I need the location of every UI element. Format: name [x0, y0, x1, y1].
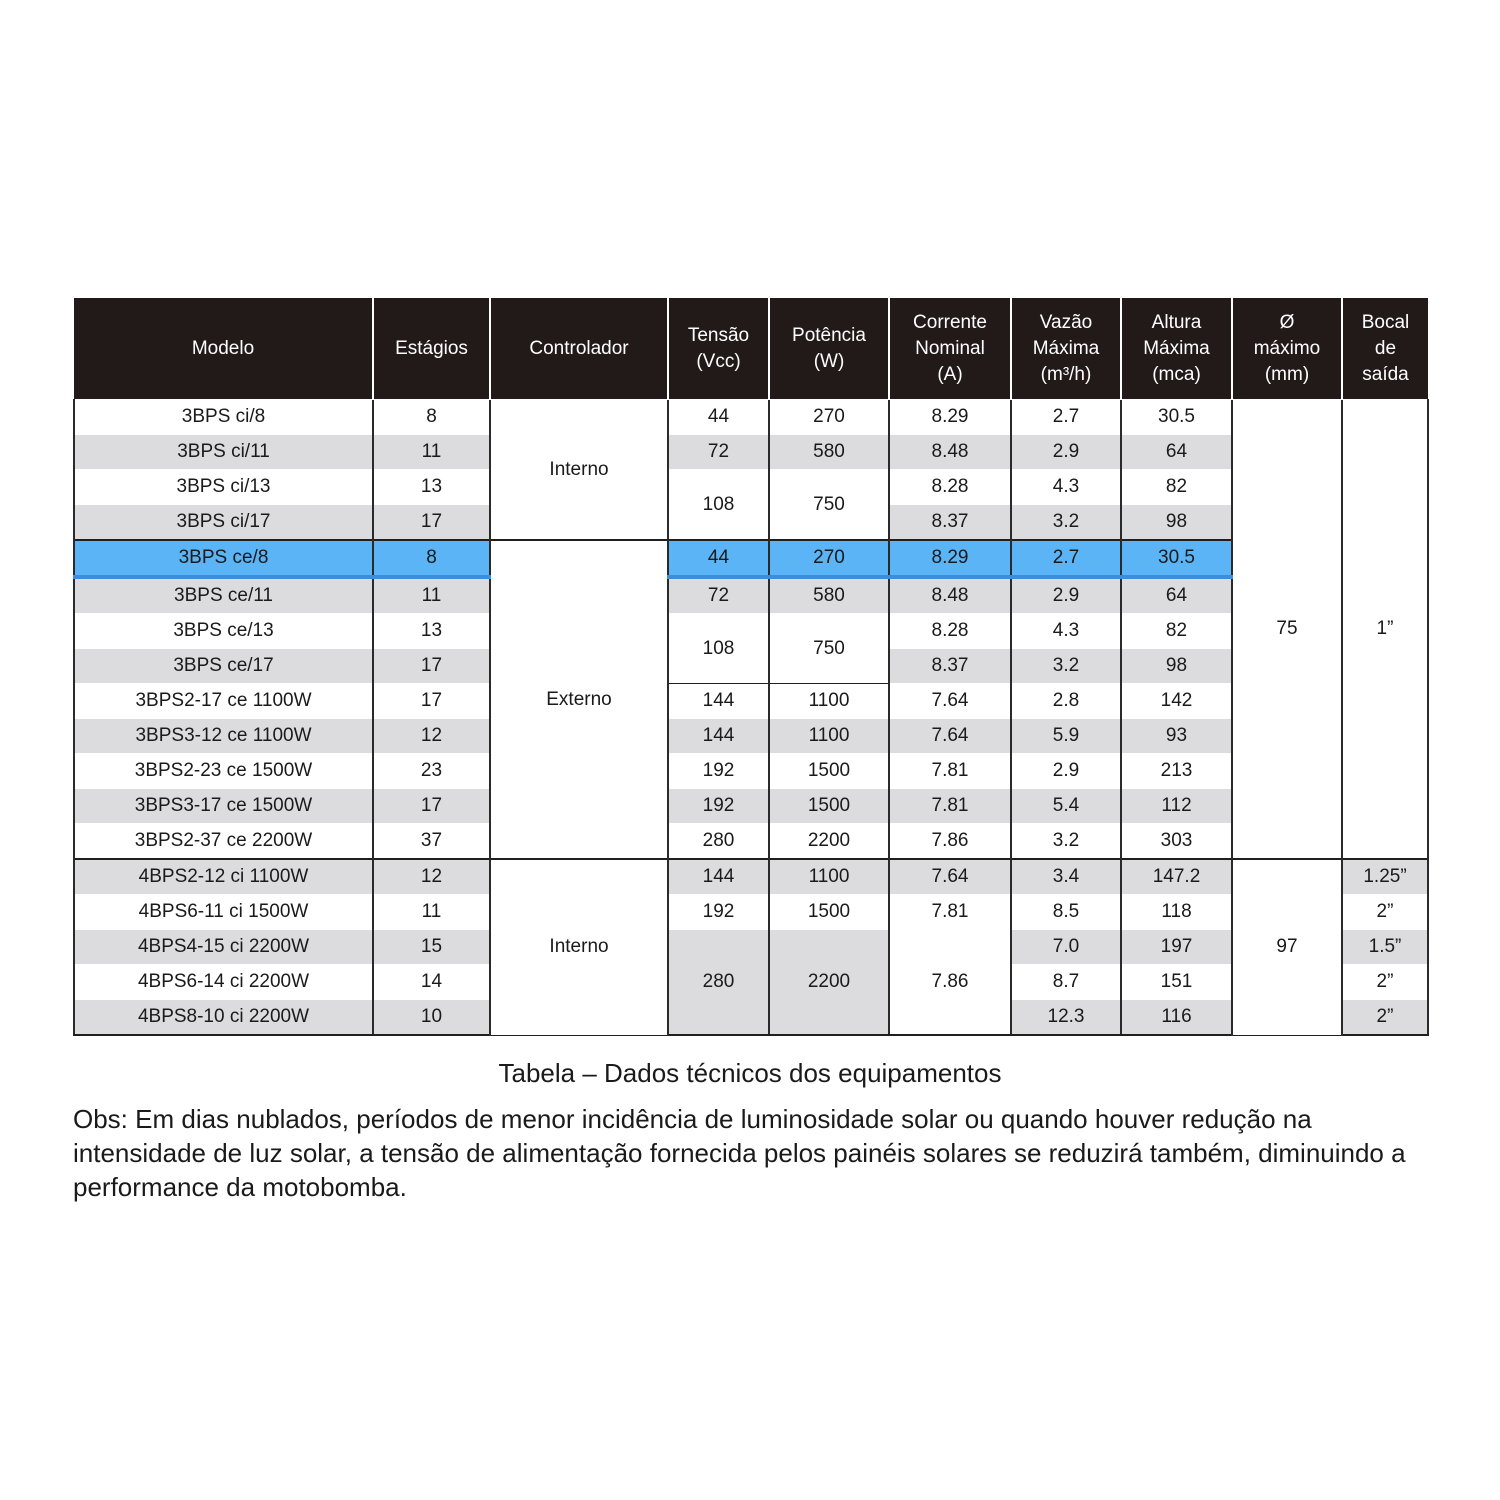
- cell-vazao: 2.9: [1011, 577, 1121, 614]
- cell-vazao: 12.3: [1011, 1000, 1121, 1036]
- cell-corrente: 8.28: [889, 470, 1011, 505]
- cell-vazao: 5.4: [1011, 789, 1121, 824]
- cell-tensao: 108: [668, 470, 769, 541]
- cell-corrente: 7.64: [889, 684, 1011, 719]
- cell-corrente: 8.48: [889, 435, 1011, 470]
- cell-tensao: 72: [668, 577, 769, 614]
- cell-modelo: 3BPS2-37 ce 2200W: [74, 824, 373, 860]
- cell-estagios: 14: [373, 965, 490, 1000]
- cell-modelo: 3BPS2-23 ce 1500W: [74, 754, 373, 789]
- cell-estagios: 12: [373, 859, 490, 895]
- cell-vazao: 2.7: [1011, 540, 1121, 577]
- cell-tensao: 280: [668, 930, 769, 1036]
- cell-estagios: 11: [373, 895, 490, 930]
- cell-controlador: Externo: [490, 540, 668, 859]
- cell-tensao: 44: [668, 400, 769, 435]
- cell-estagios: 13: [373, 470, 490, 505]
- header-altura: Altura Máxima (mca): [1121, 298, 1232, 400]
- cell-potencia: 1500: [769, 754, 889, 789]
- cell-potencia: 2200: [769, 824, 889, 860]
- cell-vazao: 2.7: [1011, 400, 1121, 435]
- cell-altura: 213: [1121, 754, 1232, 789]
- cell-tensao: 108: [668, 614, 769, 684]
- cell-vazao: 8.7: [1011, 965, 1121, 1000]
- cell-vazao: 4.3: [1011, 614, 1121, 649]
- cell-vazao: 3.4: [1011, 859, 1121, 895]
- cell-potencia: 580: [769, 435, 889, 470]
- cell-estagios: 8: [373, 400, 490, 435]
- cell-potencia: 2200: [769, 930, 889, 1036]
- table-row: [74, 754, 1428, 789]
- cell-estagios: 10: [373, 1000, 490, 1036]
- table-row: [74, 789, 1428, 824]
- cell-altura: 30.5: [1121, 400, 1232, 435]
- cell-estagios: 17: [373, 649, 490, 684]
- cell-modelo: 4BPS4-15 ci 2200W: [74, 930, 373, 965]
- header-controlador: Controlador: [490, 298, 668, 400]
- cell-modelo: 4BPS6-14 ci 2200W: [74, 965, 373, 1000]
- cell-corrente: 8.48: [889, 577, 1011, 614]
- cell-vazao: 2.8: [1011, 684, 1121, 719]
- cell-modelo: 3BPS ce/17: [74, 649, 373, 684]
- cell-potencia: 1500: [769, 789, 889, 824]
- cell-estagios: 11: [373, 435, 490, 470]
- cell-bocal: 2”: [1342, 1000, 1428, 1036]
- header-vazao: Vazão Máxima (m³/h): [1011, 298, 1121, 400]
- cell-bocal: 1.25”: [1342, 859, 1428, 895]
- table-row-selected[interactable]: [74, 540, 1428, 577]
- cell-modelo: 3BPS ci/8: [74, 400, 373, 435]
- cell-altura: 142: [1121, 684, 1232, 719]
- cell-tensao: 144: [668, 684, 769, 719]
- cell-vazao: 7.0: [1011, 930, 1121, 965]
- cell-estagios: 11: [373, 577, 490, 614]
- cell-altura: 64: [1121, 577, 1232, 614]
- table-row: [74, 719, 1428, 754]
- cell-tensao: 144: [668, 719, 769, 754]
- cell-altura: 197: [1121, 930, 1232, 965]
- table-row: [74, 859, 1428, 895]
- cell-corrente: 7.64: [889, 719, 1011, 754]
- cell-potencia: 580: [769, 577, 889, 614]
- cell-potencia: 1100: [769, 684, 889, 719]
- cell-altura: 303: [1121, 824, 1232, 860]
- cell-tensao: 72: [668, 435, 769, 470]
- cell-estagios: 13: [373, 614, 490, 649]
- observation-note: Obs: Em dias nublados, períodos de menor incidência de luminosidade solar ou quando houver redução na intensidade de luz solar, a tensão de alimentação fornecida pelos painéis solares se reduzirá também, diminuindo a performance da motobomba.: [73, 1104, 1406, 1202]
- cell-altura: 118: [1121, 895, 1232, 930]
- cell-estagios: 37: [373, 824, 490, 860]
- cell-modelo: 3BPS ci/17: [74, 505, 373, 541]
- cell-estagios: 17: [373, 789, 490, 824]
- cell-controlador: Interno: [490, 859, 668, 1035]
- header-bocal: Bocal de saída: [1342, 298, 1428, 400]
- cell-corrente: 8.37: [889, 505, 1011, 541]
- table-row: [74, 435, 1428, 470]
- cell-bocal: 1”: [1342, 400, 1428, 860]
- cell-vazao: 5.9: [1011, 719, 1121, 754]
- cell-tensao: 192: [668, 895, 769, 930]
- cell-potencia: 1100: [769, 859, 889, 895]
- table-row: [74, 684, 1428, 719]
- cell-estagios: 15: [373, 930, 490, 965]
- cell-modelo: 3BPS3-17 ce 1500W: [74, 789, 373, 824]
- cell-modelo: 3BPS3-12 ce 1100W: [74, 719, 373, 754]
- cell-corrente: 8.37: [889, 649, 1011, 684]
- cell-altura: 112: [1121, 789, 1232, 824]
- cell-corrente: 7.81: [889, 895, 1011, 930]
- cell-altura: 82: [1121, 614, 1232, 649]
- cell-estagios: 8: [373, 540, 490, 577]
- cell-potencia: 270: [769, 400, 889, 435]
- cell-tensao: 44: [668, 540, 769, 577]
- cell-controlador: Interno: [490, 400, 668, 541]
- cell-tensao: 192: [668, 754, 769, 789]
- cell-corrente: 7.81: [889, 789, 1011, 824]
- cell-corrente: 8.28: [889, 614, 1011, 649]
- cell-corrente: 8.29: [889, 540, 1011, 577]
- cell-tensao: 144: [668, 859, 769, 895]
- cell-modelo: 4BPS8-10 ci 2200W: [74, 1000, 373, 1036]
- table-row: [74, 824, 1428, 860]
- cell-potencia: 1500: [769, 895, 889, 930]
- cell-corrente: 7.86: [889, 930, 1011, 1036]
- cell-estagios: 17: [373, 684, 490, 719]
- cell-modelo: 3BPS ci/13: [74, 470, 373, 505]
- cell-diametro: 75: [1232, 400, 1342, 860]
- cell-vazao: 8.5: [1011, 895, 1121, 930]
- cell-potencia: 750: [769, 614, 889, 684]
- header-tensao: Tensão (Vcc): [668, 298, 769, 400]
- cell-modelo: 3BPS ci/11: [74, 435, 373, 470]
- cell-potencia: 750: [769, 470, 889, 541]
- cell-estagios: 23: [373, 754, 490, 789]
- cell-bocal: 2”: [1342, 895, 1428, 930]
- cell-altura: 116: [1121, 1000, 1232, 1036]
- cell-altura: 30.5: [1121, 540, 1232, 577]
- cell-corrente: 8.29: [889, 400, 1011, 435]
- cell-altura: 93: [1121, 719, 1232, 754]
- cell-altura: 98: [1121, 649, 1232, 684]
- cell-corrente: 7.81: [889, 754, 1011, 789]
- cell-altura: 147.2: [1121, 859, 1232, 895]
- header-potencia: Potência (W): [769, 298, 889, 400]
- header-corrente: Corrente Nominal (A): [889, 298, 1011, 400]
- cell-potencia: 1100: [769, 719, 889, 754]
- cell-corrente: 7.64: [889, 859, 1011, 895]
- table-row: [74, 614, 1428, 649]
- cell-modelo: 3BPS ce/13: [74, 614, 373, 649]
- table-row: [74, 895, 1428, 930]
- cell-tensao: 280: [668, 824, 769, 860]
- cell-diametro: 97: [1232, 859, 1342, 1035]
- table-row: [74, 930, 1428, 965]
- cell-altura: 98: [1121, 505, 1232, 541]
- cell-modelo: 3BPS2-17 ce 1100W: [74, 684, 373, 719]
- cell-vazao: 3.2: [1011, 824, 1121, 860]
- table-caption: Tabela – Dados técnicos dos equipamentos: [498, 1058, 1002, 1088]
- cell-altura: 64: [1121, 435, 1232, 470]
- table-row: [74, 577, 1428, 614]
- cell-modelo: 4BPS2-12 ci 1100W: [74, 859, 373, 895]
- cell-modelo: 3BPS ce/8: [74, 540, 373, 577]
- specs-table: [73, 298, 1429, 1036]
- table-header-row: [74, 298, 1428, 400]
- table-row: [74, 400, 1428, 435]
- cell-bocal: 2”: [1342, 965, 1428, 1000]
- cell-vazao: 3.2: [1011, 649, 1121, 684]
- cell-corrente: 7.86: [889, 824, 1011, 860]
- table-row: [74, 470, 1428, 505]
- cell-altura: 82: [1121, 470, 1232, 505]
- cell-vazao: 2.9: [1011, 435, 1121, 470]
- cell-potencia: 270: [769, 540, 889, 577]
- header-estagios: Estágios: [373, 298, 490, 400]
- header-modelo: Modelo: [74, 298, 373, 400]
- cell-modelo: 4BPS6-11 ci 1500W: [74, 895, 373, 930]
- header-diametro: Ø máximo (mm): [1232, 298, 1342, 400]
- cell-vazao: 2.9: [1011, 754, 1121, 789]
- cell-altura: 151: [1121, 965, 1232, 1000]
- cell-vazao: 3.2: [1011, 505, 1121, 541]
- cell-vazao: 4.3: [1011, 470, 1121, 505]
- cell-estagios: 17: [373, 505, 490, 541]
- cell-modelo: 3BPS ce/11: [74, 577, 373, 614]
- cell-tensao: 192: [668, 789, 769, 824]
- cell-bocal: 1.5”: [1342, 930, 1428, 965]
- cell-estagios: 12: [373, 719, 490, 754]
